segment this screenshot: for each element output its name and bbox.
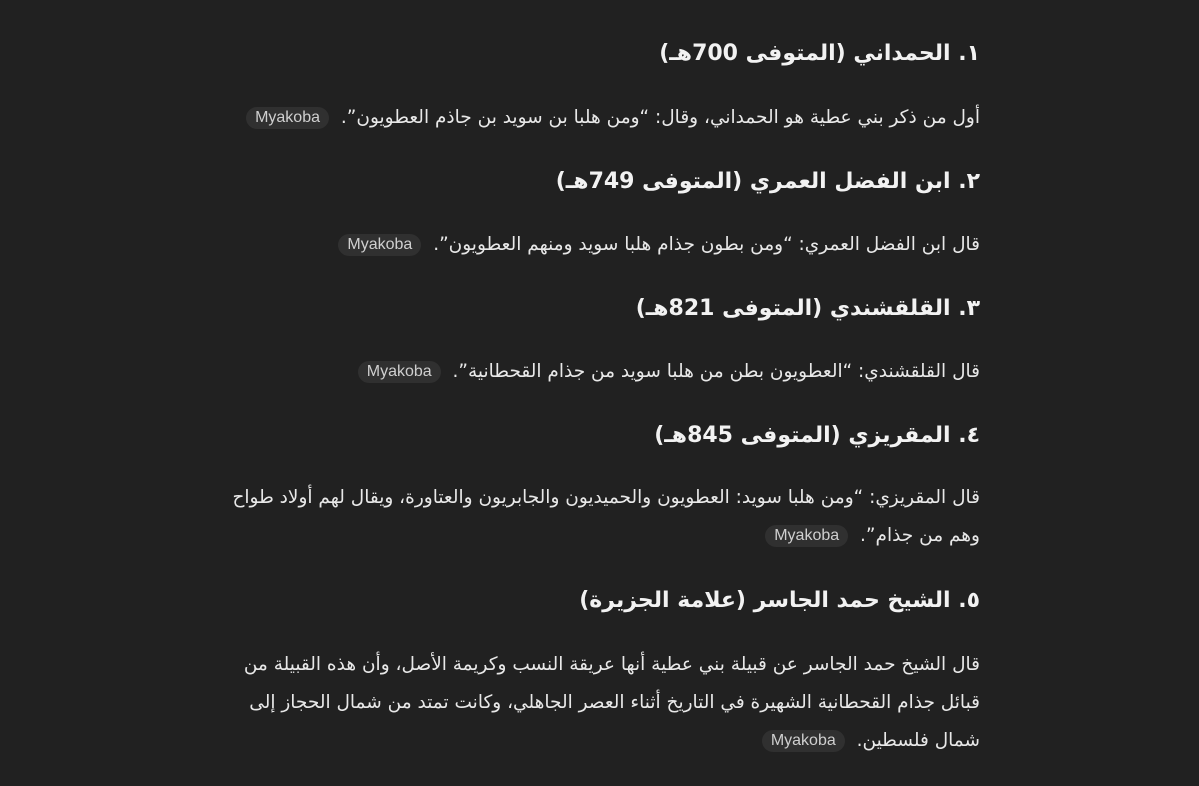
- section-heading: ٥. الشيخ حمد الجاسر (علامة الجزيرة): [579, 588, 980, 613]
- section-paragraph: [205, 226, 980, 264]
- section-heading: ١. الحمداني (المتوفى 700هـ): [659, 41, 980, 66]
- citation-chip[interactable]: Myakoba: [358, 361, 441, 383]
- paragraph-text: قال المقريزي: “ومن هلبا سويد: العطويون والحميديون والجابريون والعتاورة، ويقال لهم أولاد طواح وهم من جذام”.: [232, 487, 980, 546]
- citation-chip[interactable]: Myakoba: [762, 730, 845, 752]
- section-heading: ٣. القلقشندي (المتوفى 821هـ): [635, 296, 980, 321]
- section-heading: ٢. ابن الفضل العمري (المتوفى 749هـ): [555, 169, 980, 194]
- section-paragraph: [205, 99, 980, 137]
- section-heading: ٤. المقريزي (المتوفى 845هـ): [654, 423, 980, 448]
- citation-chip[interactable]: Myakoba: [246, 107, 329, 129]
- section-paragraph: [205, 479, 980, 555]
- citation-chip[interactable]: Myakoba: [338, 234, 421, 256]
- citation-chip[interactable]: Myakoba: [765, 525, 848, 547]
- paragraph-text: أول من ذكر بني عطية هو الحمداني، وقال: “ومن هلبا بن سويد بن جاذم العطويون”.: [340, 107, 980, 128]
- paragraph-text: قال القلقشندي: “العطويون بطن من هلبا سويد من جذام القحطانية”.: [452, 361, 980, 382]
- section-paragraph: [205, 646, 980, 760]
- paragraph-text: قال ابن الفضل العمري: “ومن بطون جذام هلبا سويد ومنهم العطويون”.: [433, 234, 980, 255]
- paragraph-text: قال الشيخ حمد الجاسر عن قبيلة بني عطية أنها عريقة النسب وكريمة الأصل، وأن هذه القبيلة من قبائل جذام القحطانية الشهيرة في التاريخ أثناء العصر الجاهلي، وكانت تمتد من شمال الحجاز إلى شمال فلسطين.: [243, 654, 980, 751]
- section-paragraph: [205, 353, 980, 391]
